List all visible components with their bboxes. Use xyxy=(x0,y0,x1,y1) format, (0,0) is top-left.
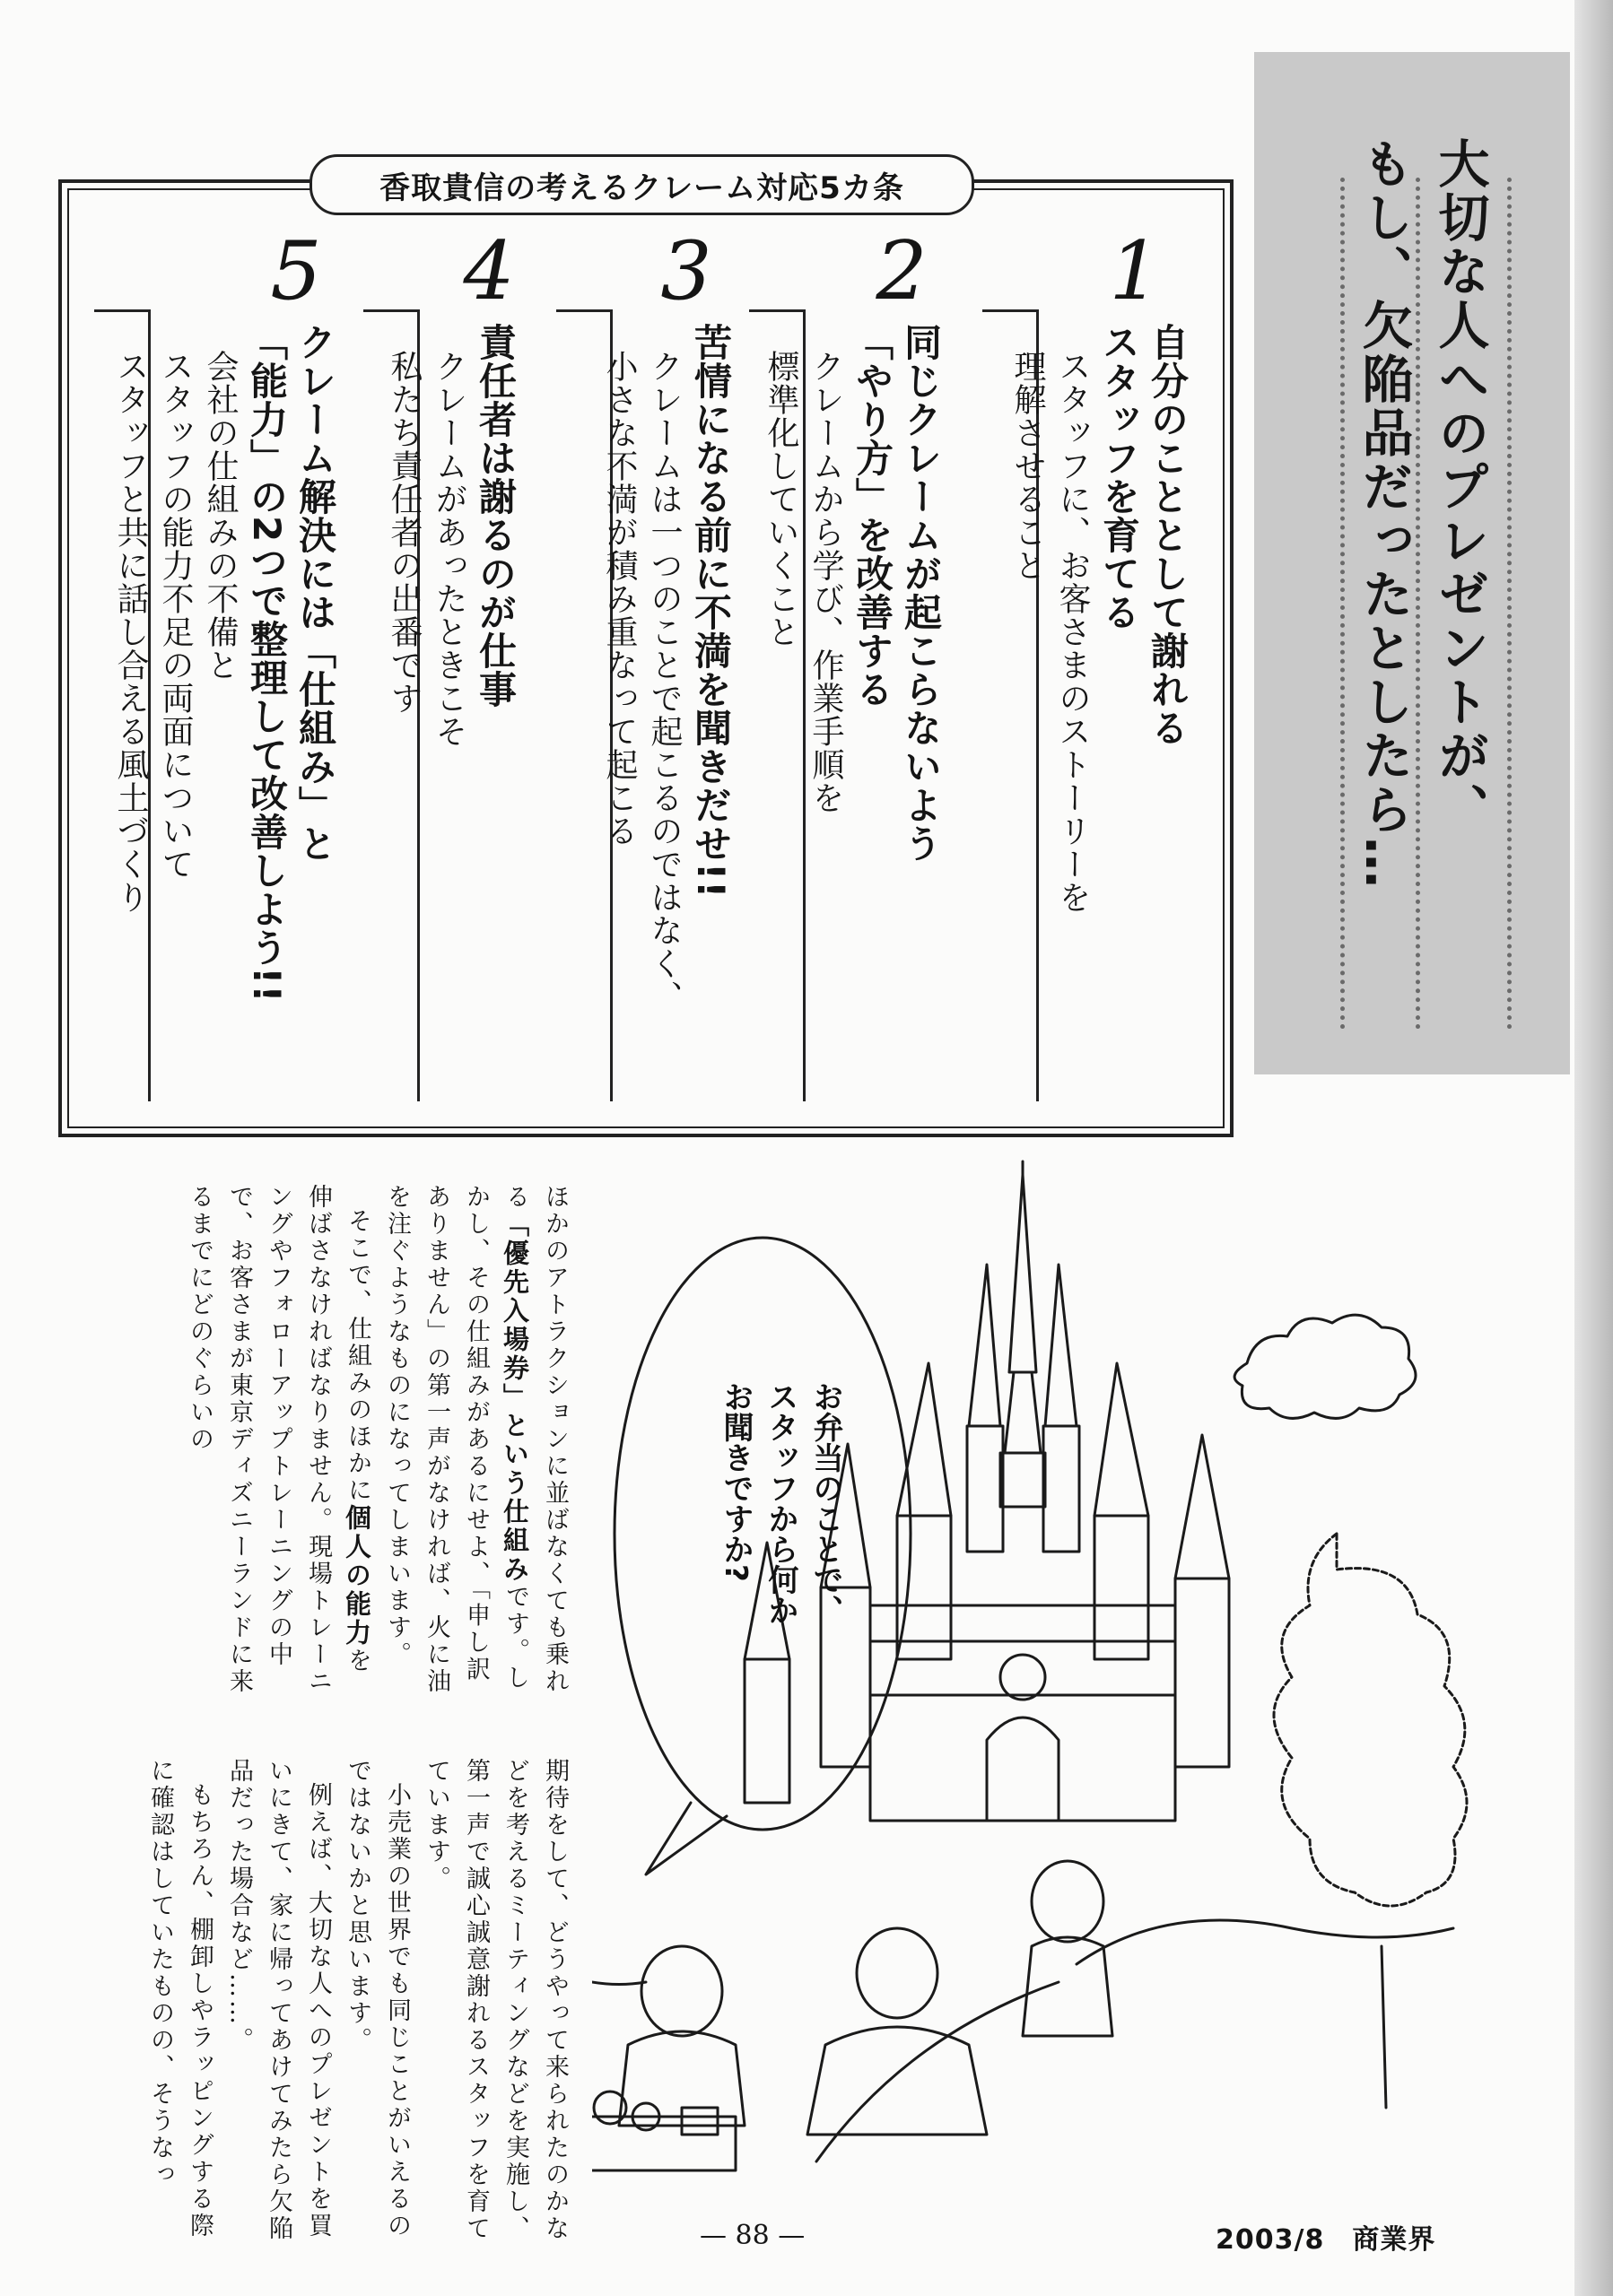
principle-3 xyxy=(597,323,735,1094)
principle-number-4: 4 xyxy=(463,224,515,318)
principle-body: スタッフに、お客さまのストーリーを 理解させること xyxy=(1009,350,1091,914)
picnic-family xyxy=(592,1861,1112,2170)
principle-body: クレームがあったときこそ 私たち責任者の出番です xyxy=(386,350,467,748)
cloud xyxy=(1234,1315,1416,1418)
headline-box xyxy=(1254,52,1570,1074)
paragraph: もちろん、棚卸しやラッピングする際に確認はしていたものの、そうなっ xyxy=(146,1758,214,2239)
dotted-rule xyxy=(1507,178,1512,1030)
svg-text:お聞きですか?: お聞きですか? xyxy=(718,1381,754,1582)
dotted-rule xyxy=(1340,178,1345,1030)
tree xyxy=(1274,1534,1467,1906)
principle-heading: 自分のこととして謝れる スタッフを育てる xyxy=(1097,323,1190,747)
paragraph: ほかのアトラクションに並ばなくても乗れる「優先入場券」という仕組みです。しかし、その仕組みがあるにせよ、「申し訳ありません」の第一声がなければ、火に油を注ぐようなものになってしまいます。 xyxy=(383,1184,569,1695)
principle-body: クレームは一つのことで起こるのではなく、 小さな不満が積み重なって起こる xyxy=(601,350,683,1013)
paragraph: 例えば、大切な人へのプレゼントを買いにきて、家に帰ってあけてみたら欠陥品だった場合など……。 xyxy=(225,1758,332,2242)
page-number: — 88 — xyxy=(700,2220,806,2251)
principle-number-3: 3 xyxy=(660,224,712,318)
svg-text:スタッフから何か: スタッフから何か xyxy=(763,1381,798,1625)
principle-heading: 苦情になる前に不満を聞きだせ!! xyxy=(689,323,733,900)
principle-heading: 責任者は謝るのが仕事 xyxy=(474,323,518,709)
principles-title: 香取貴信の考えるクレーム対応5カ条 xyxy=(310,154,974,215)
path xyxy=(1077,1920,1453,1964)
binding-edge xyxy=(1574,0,1613,2296)
svg-text:お弁当のことで、: お弁当のことで、 xyxy=(807,1381,843,1625)
speech-text xyxy=(718,1381,843,1625)
headline-line-1: 大切な人へのプレゼントが、 xyxy=(1430,137,1489,837)
principle-5 xyxy=(108,323,339,1094)
principle-heading: 同じクレームが起こらないよう 「やり方」を改善する xyxy=(850,323,943,863)
principle-4 xyxy=(381,323,519,1094)
issue-info: 2003/8 商業界 xyxy=(1216,2224,1436,2256)
article-text-upper xyxy=(54,1184,574,1695)
principle-number-2: 2 xyxy=(876,224,928,318)
principle-heading: クレーム解決には「仕組み」と 「能力」の2つで整理して改善しよう!! xyxy=(245,323,337,1004)
principle-body: クレームから学び、作業手順を 標準化していくこと xyxy=(763,350,844,814)
article-text-lower xyxy=(146,1758,574,2251)
paragraph: 小売業の世界でも同じことがいえるのではないかと思います。 xyxy=(344,1758,411,2239)
principle-1 xyxy=(1005,323,1191,1094)
principle-body: 会社の仕組みの不備と スタッフの能力不足の両面について スタッフと共に話し合える風土づくり xyxy=(112,350,239,914)
paragraph: 期待をして、どうやって来られたのかなどを考えるミーティングなどを実施し、第一声で誠心誠意謝れるスタッフを育てています。 xyxy=(423,1758,569,2242)
principle-number-1: 1 xyxy=(1109,224,1161,318)
castle-picnic-illustration xyxy=(592,1157,1480,2179)
paragraph: そこで、仕組みのほかに個人の能力を伸ばさなければなりません。現場トレーニングやフォローアップトレーニングの中で、お客さまが東京ディズニーランドに来るまでにどのぐらいの xyxy=(186,1184,372,1695)
headline-line-2: もし、欠陥品だったとしたら… xyxy=(1354,137,1413,891)
principle-number-5: 5 xyxy=(270,224,322,318)
principle-2 xyxy=(758,323,945,1094)
